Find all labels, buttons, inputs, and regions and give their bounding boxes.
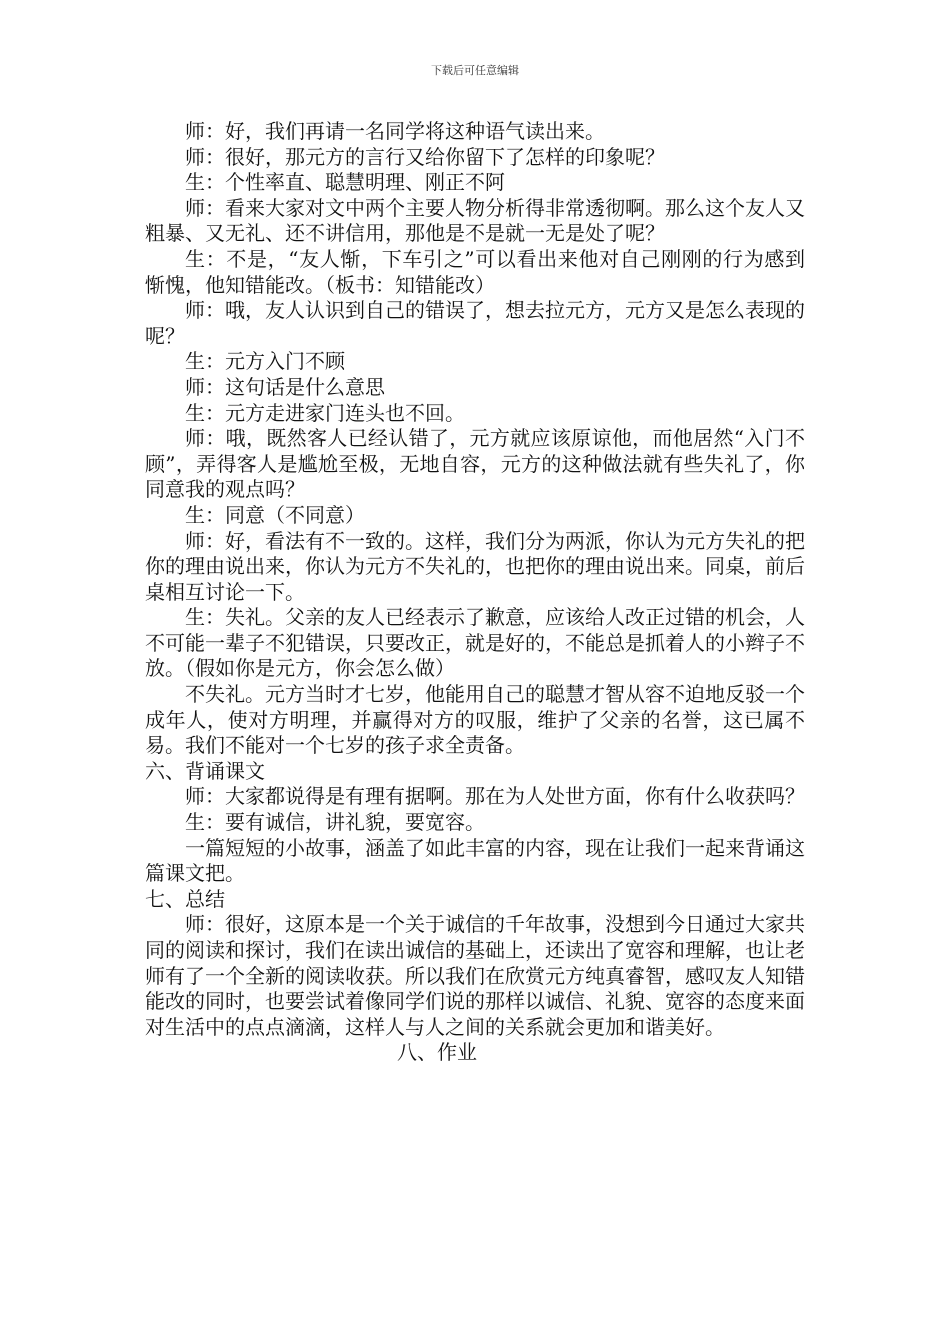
paragraph: 师：哦，既然客人已经认错了，元方就应该原谅他，而他居然“入门不顾”，弄得客人是尴尬至极，无地自容，元方的这种做法就有些失礼了，你同意我的观点吗？ xyxy=(145,426,805,502)
paragraph: 生：个性率直、聪慧明理、刚正不阿 xyxy=(185,170,505,195)
section-heading: 八、作业 xyxy=(397,1040,477,1065)
paragraph: 师：好，我们再请一名同学将这种语气读出来。 xyxy=(185,119,605,143)
paragraph: 生：不是，“友人惭，下车引之”可以看出来他对自己刚刚的行为感到惭愧，他知错能改。（板书：知错能改） xyxy=(145,246,805,297)
document-body xyxy=(145,119,805,1066)
paragraph: 师：好，看法有不一致的。这样，我们分为两派，你认为元方失礼的把你的理由说出来，你认为元方不失礼的，也把你的理由说出来。同桌，前后桌相互讨论一下。 xyxy=(145,528,805,604)
section-heading: 六、背诵课文 xyxy=(145,758,265,783)
paragraph: 生：同意（不同意） xyxy=(185,502,365,527)
paragraph: 不失礼。元方当时才七岁，他能用自己的聪慧才智从容不迫地反驳一个成年人，使对方明理，并赢得对方的叹服，维护了父亲的名誉，这已属不易。我们不能对一个七岁的孩子求全责备。 xyxy=(145,682,805,758)
paragraph: 师：大家都说得是有理有据啊。那在为人处世方面，你有什么收获吗？ xyxy=(185,784,805,809)
paragraph: 师：这句话是什么意思 xyxy=(185,374,385,399)
paragraph: 师：很好，那元方的言行又给你留下了怎样的印象呢？ xyxy=(185,144,665,169)
section-heading: 七、总结 xyxy=(145,886,225,911)
paragraph: 生：失礼。父亲的友人已经表示了歉意，应该给人改正过错的机会，人不可能一辈子不犯错误，只要改正，就是好的，不能总是抓着人的小辫子不放。（假如你是元方，你会怎么做） xyxy=(145,605,805,681)
paragraph: 师：哦，友人认识到自己的错误了，想去拉元方，元方又是怎么表现的呢？ xyxy=(145,298,805,348)
paragraph: 生：元方入门不顾 xyxy=(185,349,345,374)
paragraph: 生：要有诚信，讲礼貌，要宽容。 xyxy=(185,810,485,835)
paragraph: 师：看来大家对文中两个主要人物分析得非常透彻啊。那么这个友人又粗暴、又无礼、还不讲信用，那他是不是就一无是处了呢？ xyxy=(145,195,805,246)
page-header: 下载后可任意编辑 xyxy=(431,64,519,77)
paragraph: 生：元方走进家门连头也不回。 xyxy=(185,400,465,425)
paragraph: 师：很好，这原本是一个关于诚信的千年故事，没想到今日通过大家共同的阅读和探讨，我们在读出诚信的基础上，还读出了宽容和理解，也让老师有了一个全新的阅读收获。所以我们在欣赏元方纯真睿智，感叹友人知错能改的同时，也要尝试着像同学们说的那样以诚信、礼貌、宽容的态度来面对生活中的点点滴滴，这样人与人之间的关系就会更加和谐美好。 xyxy=(145,912,805,1039)
paragraph: 一篇短短的小故事，涵盖了如此丰富的内容，现在让我们一起来背诵这篇课文把。 xyxy=(145,835,805,886)
